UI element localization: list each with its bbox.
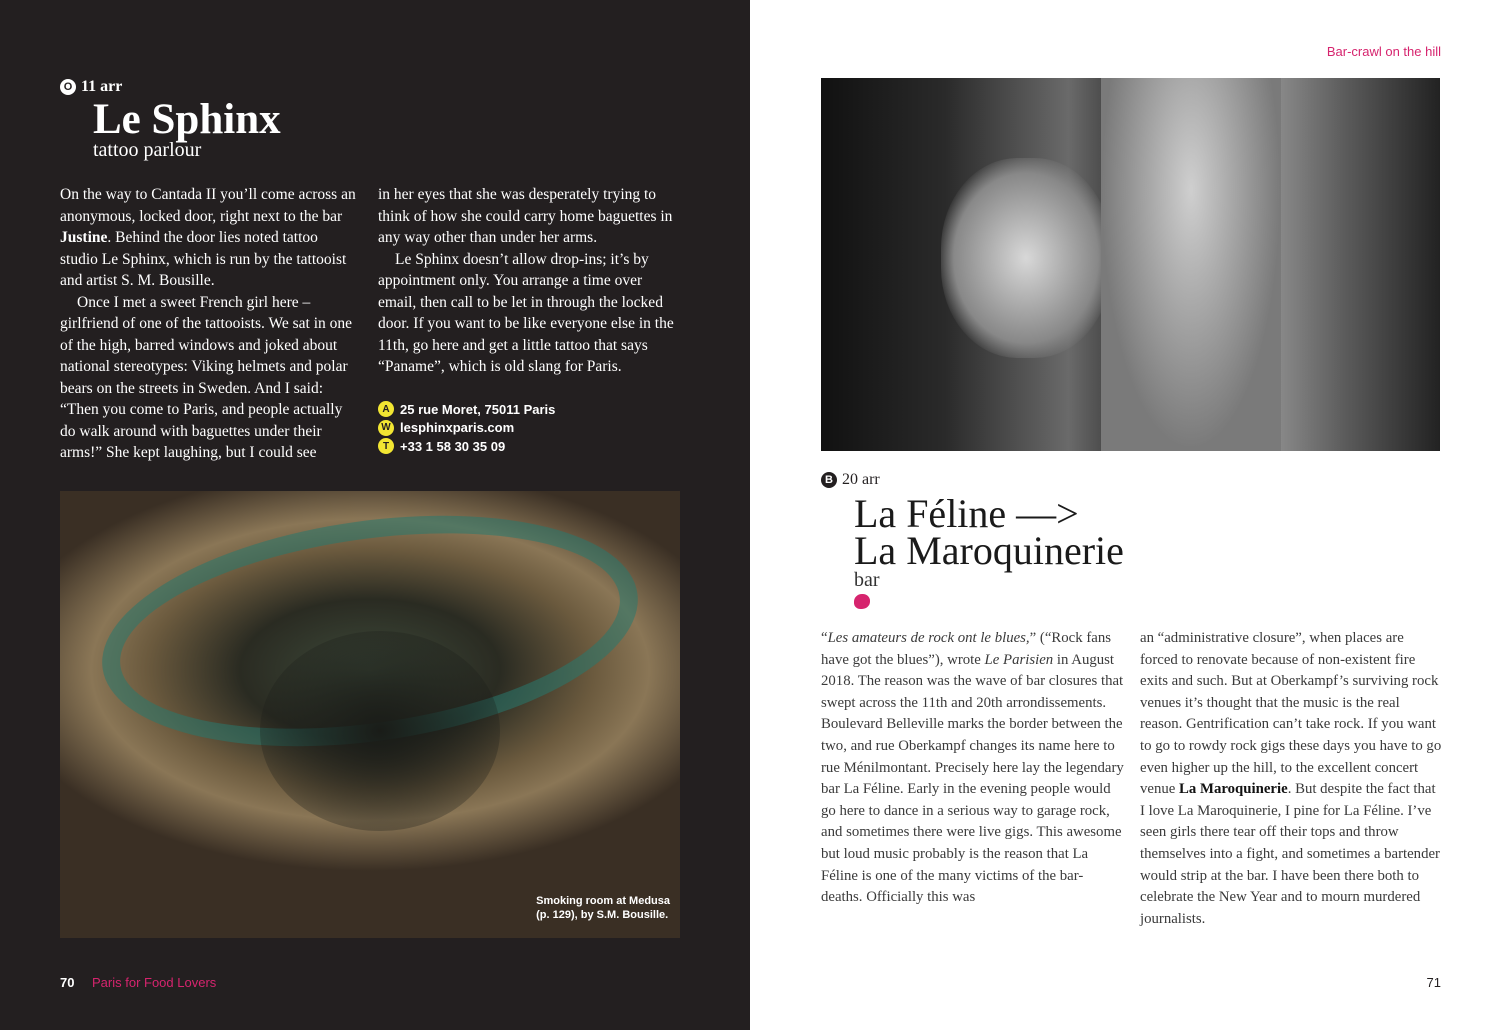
paragraph: Le Sphinx doesn’t allow drop-ins; it’s by appointment only. You arrange a time over email, then call to be let in through the locked door. If you want to be like everyone else in the 11th, go here and get a little tattoo that says “Paname”, which is old slang for Paris. [378,250,674,375]
venue-title: Le Sphinx [93,96,281,143]
article-column-1 [821,628,1124,909]
paragraph: an “administrative closure”, when places are forced to renovate because of non-existent fire exits and such. But at Oberkampf’s surviving rock venues it’s thought that the music is the real reason. Gentrification can’t take rock. If you want to go to rowdy rock gigs these days you have to go even higher up the hill, to the excellent concert venue La Maroquinerie. But despite the fact that I love La Maroquinerie, I pine for La Féline. I’ve seen girls there tear off their tops and throw themselves into a fight, and sometimes a bartender would strip at the bar. I have been there both to celebrate the New Year and to mourn murdered journalists. [1140,630,1442,927]
web-icon: W [378,420,394,436]
address-icon: A [378,401,394,417]
page-number: 70 [60,975,75,990]
concert-crowd-photo [821,78,1440,451]
article-column-2 [378,184,683,378]
district-badge: O [60,79,76,95]
website: W lesphinxparis.com [378,419,555,438]
arrondissement: 20 arr [842,471,880,488]
tattoo-ceiling-photo [60,491,680,938]
paragraph: “Les amateurs de rock ont le blues,” (“Rock fans have got the blues”), wrote Le Parisien in August 2018. The reason was the wave of bar closures that swept across the 11th and 20th arrondissements. Boulevard Belleville marks the border between the two, and rue Oberkampf changes its name here to rue Ménilmontant. Precisely here lay the legendary bar La Féline. Early in the evening people would go here to dance in a serious way to garage rock, and sometimes there were live gigs. This awesome but loud music probably is the reason that La Féline is one of the many victims of the bar-deaths. Officially this was [821,630,1124,906]
district-label [821,471,880,489]
running-head: Bar-crawl on the hill [1326,44,1441,59]
venue-title-line-2: La Maroquinerie [854,528,1124,573]
district-label [60,78,122,96]
arrondissement: 11 arr [81,78,123,95]
right-page [750,0,1500,1030]
contact-info [378,400,555,456]
venue-title-line-1: La Féline —> [854,491,1079,536]
photo-caption: Smoking room at Medusa (p. 129), by S.M. Bousille. [536,895,670,921]
paragraph: On the way to Cantada II you’ll come across an anonymous, locked door, right next to the bar Justine. Behind the door lies noted tattoo studio Le Sphinx, which is run by the tattooist and artist S. M. Bousille. [60,186,356,289]
paragraph: Once I met a sweet French girl here – girlfriend of one of the tattooists. We sat in one of the high, barred windows and joked about national stereotypes: Viking helmets and polar bears on the streets in Sweden. And I said: “Then you come to Paris, and people actually do walk around with baguettes under their arms!” She kept laughing, but I could see [60,293,353,461]
phone-icon: T [378,438,394,454]
article-column-1 [60,184,358,464]
district-badge: B [821,472,837,488]
address: A 25 rue Moret, 75011 Paris [378,400,555,419]
article-column-2 [1140,628,1442,930]
phone: T +33 1 58 30 35 09 [378,437,555,456]
paragraph: in her eyes that she was desperately trying to think of how she could carry home baguettes in any way other than under her arms. [378,186,673,246]
heart-mark-icon [854,594,870,609]
venue-subtitle: tattoo parlour [93,139,202,161]
page-number: 71 [1426,975,1441,990]
venue-subtitle: bar [854,569,880,591]
running-title: Paris for Food Lovers [92,975,217,990]
